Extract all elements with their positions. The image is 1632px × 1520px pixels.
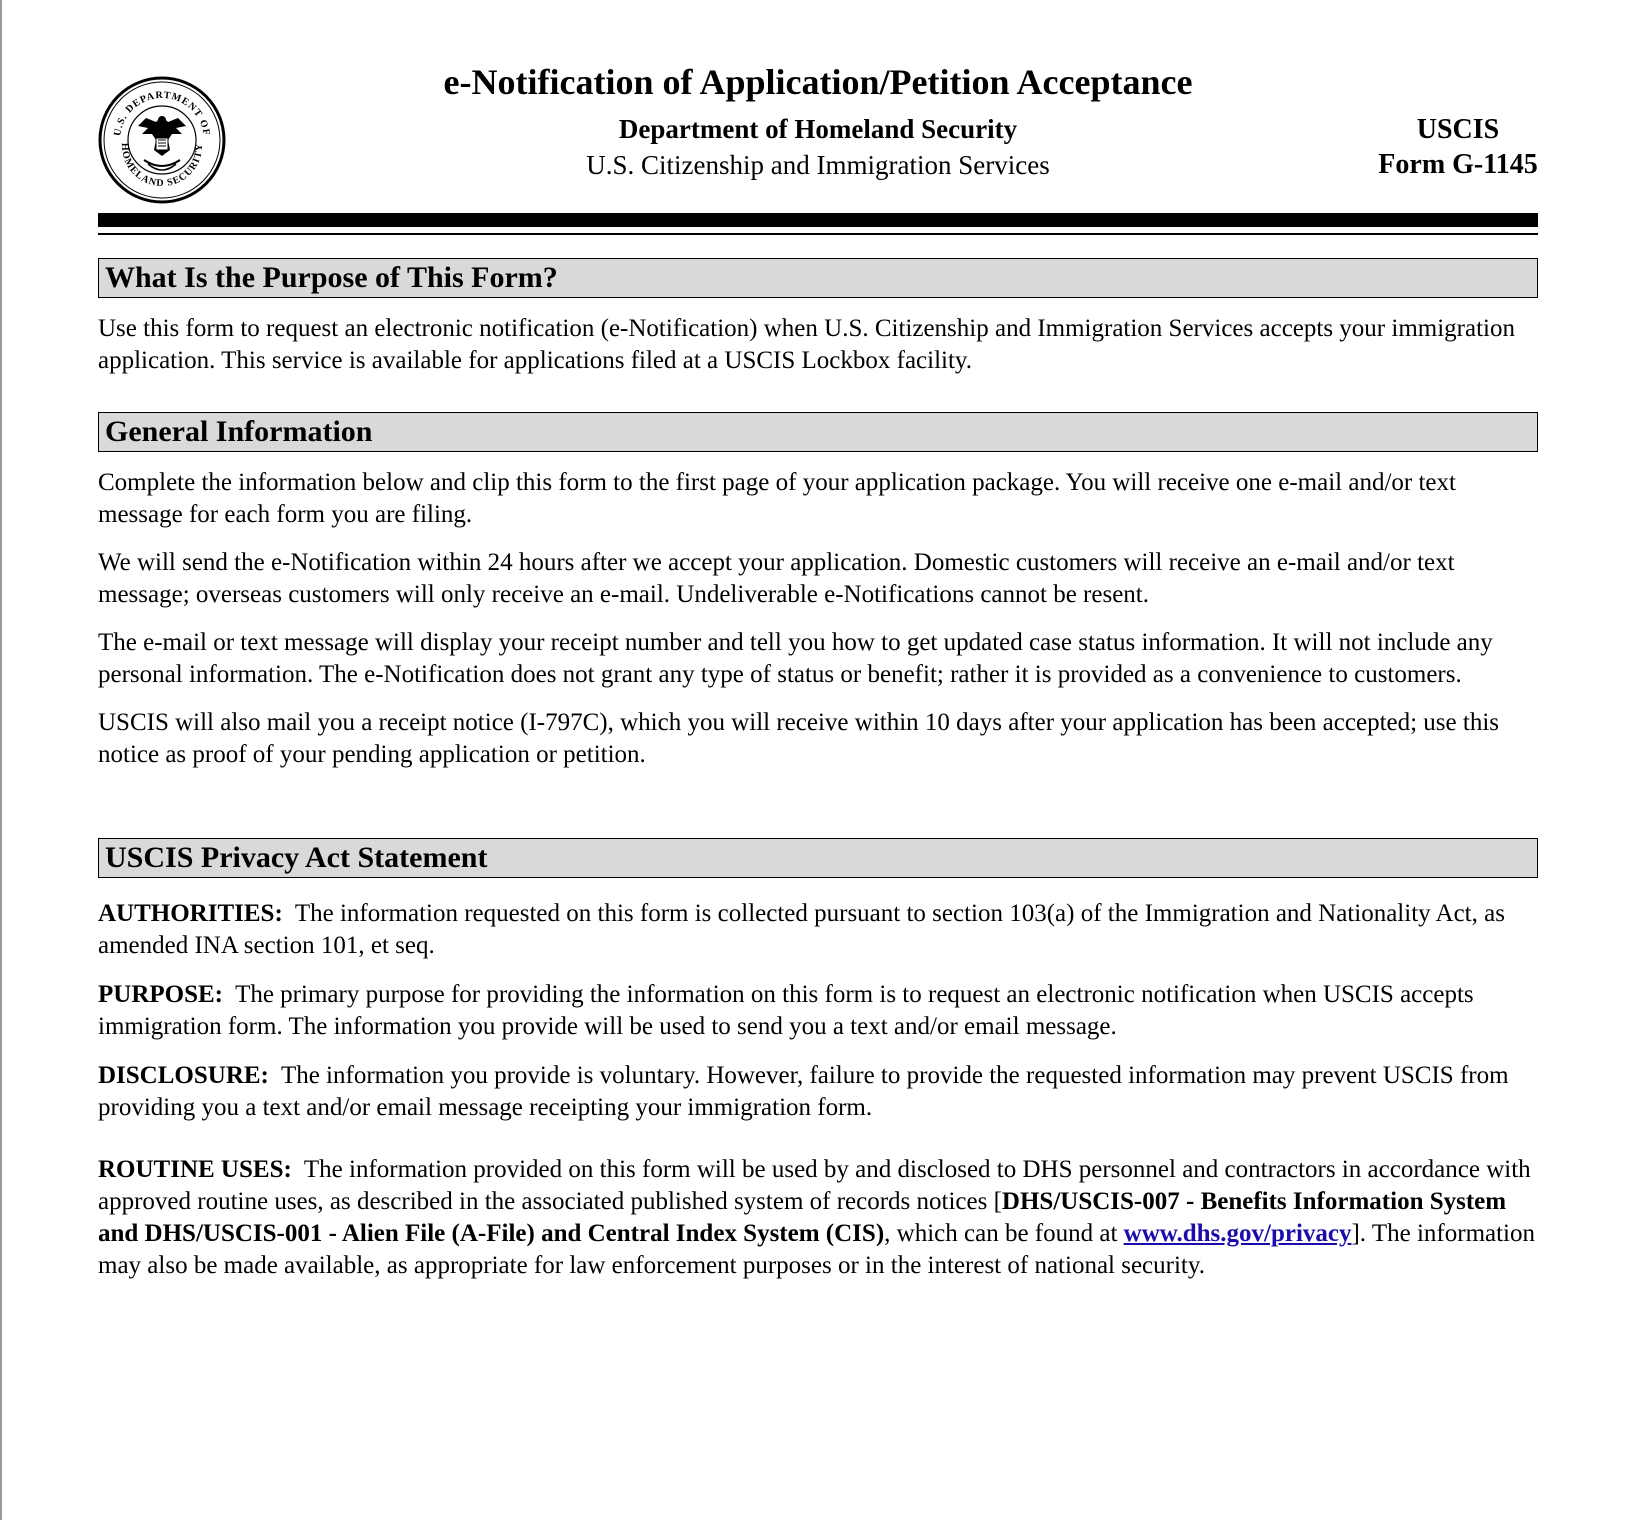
document-page xyxy=(98,0,1538,1279)
purpose-heading: What Is the Purpose of This Form? xyxy=(98,258,1538,298)
header-rule-thin xyxy=(98,233,1538,235)
general-heading: General Information xyxy=(98,412,1538,452)
general-section xyxy=(98,412,1538,771)
general-paragraph-1: Complete the information below and clip this form to the first page of your application package. You will receive one e-mail and/or text message for each form you are filing. xyxy=(98,469,1456,528)
privacy-authorities xyxy=(98,898,1538,962)
agency-name: U.S. Citizenship and Immigration Services xyxy=(586,150,1050,180)
form-header xyxy=(98,0,1538,210)
general-paragraph-2: We will send the e-Notification within 24 hours after we accept your application. Domestic customers will receive an e-mail and/or text message; overseas customers will only receive an e-mail. Undeliverable e-Notifications cannot be resent. xyxy=(98,549,1455,608)
purpose-label: PURPOSE: xyxy=(98,981,223,1008)
privacy-routine-uses xyxy=(98,1154,1538,1282)
general-paragraph-3: The e-mail or text message will display your receipt number and tell you how to get updated case status information. It will not include any personal information. The e-Notification does not grant any type of status or benefit; rather it is provided as a convenience to customers. xyxy=(98,629,1493,688)
purpose-statement-text: The primary purpose for providing the information on this form is to request an electronic notification when USCIS accepts immigration form. The information you provide will be used to send you a text and/or email message. xyxy=(98,981,1474,1040)
page-edge xyxy=(0,0,2,1520)
routine-uses-text-1: The information provided on this form will be used by and disclosed to DHS personnel and contractors in accordance with approved routine uses, as described in the associated published system of records notices [ xyxy=(98,1156,1531,1215)
purpose-section xyxy=(98,258,1538,377)
form-agency: USCIS xyxy=(1416,114,1500,145)
seal-text-top: U.S. DEPARTMENT OF xyxy=(112,89,212,137)
authorities-text: The information requested on this form is collected pursuant to section 103(a) of the Immigration and Nationality Act, as amended INA section 101, et seq. xyxy=(98,900,1505,959)
routine-uses-text-2: , which can be found at xyxy=(884,1220,1124,1247)
header-rule-thick xyxy=(98,213,1538,227)
privacy-heading: USCIS Privacy Act Statement xyxy=(98,838,1538,878)
privacy-disclosure xyxy=(98,1060,1538,1124)
form-title: e-Notification of Application/Petition Acceptance xyxy=(443,62,1193,102)
disclosure-label: DISCLOSURE: xyxy=(98,1062,269,1089)
routine-uses-label: ROUTINE USES: xyxy=(98,1156,292,1183)
dhs-privacy-link[interactable]: www.dhs.gov/privacy xyxy=(1123,1220,1352,1247)
department-name: Department of Homeland Security xyxy=(618,114,1018,144)
privacy-purpose xyxy=(98,979,1538,1043)
authorities-label: AUTHORITIES: xyxy=(98,900,283,927)
routine-uses-systems: DHS/USCIS-007 - Benefits Information System and DHS/USCIS-001 - Alien File (A-File) and Central Index System (CIS) xyxy=(98,1188,1507,1247)
routine-uses-text-3: ]. The information may also be made available, as appropriate for law enforcement purposes or in the interest of national security. xyxy=(98,1220,1536,1279)
purpose-text: Use this form to request an electronic notification (e-Notification) when U.S. Citizenship and Immigration Services accepts your immigration application. This service is available for applications filed at a USCIS Lockbox facility. xyxy=(98,315,1515,374)
general-paragraph-4: USCIS will also mail you a receipt notice (I-797C), which you will receive within 10 days after your application has been accepted; use this notice as proof of your pending application or petition. xyxy=(98,709,1500,768)
disclosure-text: The information you provide is voluntary. However, failure to provide the requested information may prevent USCIS from providing you a text and/or email message receipting your immigration form. xyxy=(98,1062,1509,1121)
form-number: Form G-1145 xyxy=(1378,149,1538,180)
seal-text-bottom: HOMELAND SECURITY xyxy=(118,142,206,190)
form-identifier xyxy=(1358,112,1558,182)
privacy-section xyxy=(98,838,1538,1282)
